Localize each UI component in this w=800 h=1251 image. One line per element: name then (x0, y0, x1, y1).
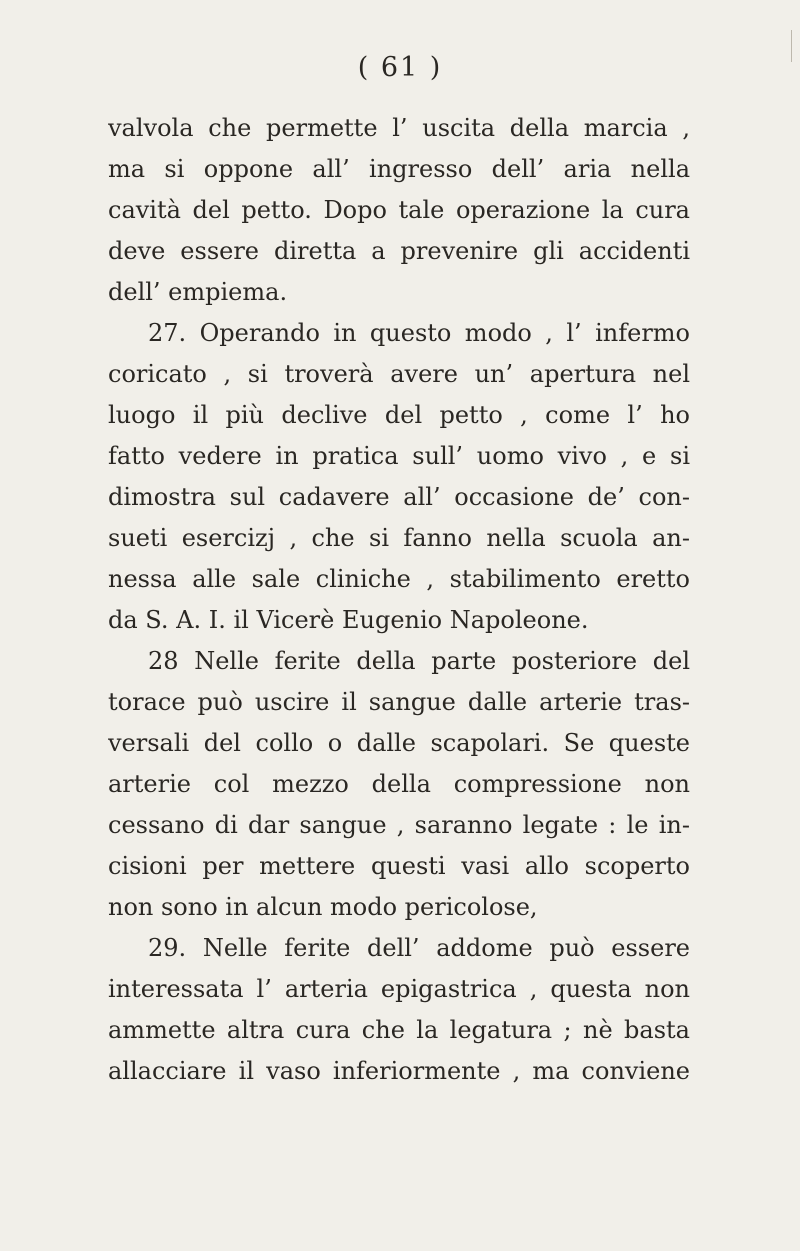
text-line: torace può uscire il sangue dalle arterie tras- (108, 688, 690, 716)
text-line: cessano di dar sangue , saranno legate : le in- (108, 811, 690, 839)
text-line: cavità del petto. Dopo tale operazione la cura (108, 196, 690, 224)
text-line: dell’ empiema. (108, 278, 288, 306)
paragraph-start-line: 27. Operando in questo modo , l’ infermo (148, 319, 690, 347)
text-line: dimostra sul cadavere all’ occasione de’ con- (108, 483, 690, 511)
paragraph-start-line: 29. Nelle ferite dell’ addome può essere (148, 934, 690, 962)
text-line: nessa alle sale cliniche , stabilimento eretto (108, 565, 690, 593)
text-line: ammette altra cura che la legatura ; nè basta (108, 1016, 690, 1044)
text-line: versali del collo o dalle scapolari. Se queste (108, 729, 690, 757)
text-line: luogo il più declive del petto , come l’ ho (108, 401, 690, 429)
text-line: ma si oppone all’ ingresso dell’ aria nella (108, 155, 690, 183)
text-line: arterie col mezzo della compressione non (108, 770, 690, 798)
text-line: valvola che permette l’ uscita della marcia , (108, 114, 690, 142)
body-text (108, 108, 690, 1092)
text-line: non sono in alcun modo pericolose, (108, 893, 538, 921)
page-number: ( 61 ) (357, 52, 443, 83)
text-line: fatto vedere in pratica sull’ uomo vivo , e si (108, 442, 690, 470)
text-line: allacciare il vaso inferiormente , ma conviene (108, 1057, 690, 1085)
text-line: da S. A. I. il Vicerè Eugenio Napoleone. (108, 606, 589, 634)
text-line: interessata l’ arteria epigastrica , questa non (108, 975, 690, 1003)
text-line: sueti esercizj , che si fanno nella scuola an- (108, 524, 690, 552)
text-line: cisioni per mettere questi vasi allo scoperto (108, 852, 690, 880)
text-line: deve essere diretta a prevenire gli accidenti (108, 237, 690, 265)
paragraph-start-line: 28 Nelle ferite della parte posteriore del (148, 647, 690, 675)
text-line: coricato , si troverà avere un’ apertura nel (108, 360, 690, 388)
